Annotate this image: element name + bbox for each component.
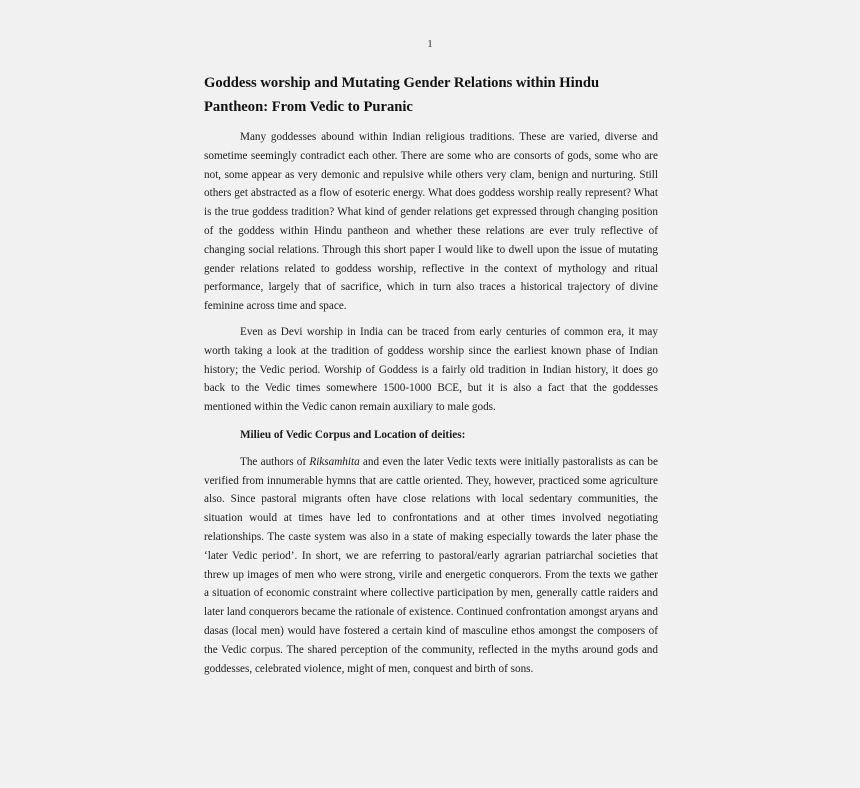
paper-title: Goddess worship and Mutating Gender Relations within Hindu Pantheon: From Vedic to Puranic — [204, 75, 600, 115]
paragraph-vedic-period: Even as Devi worship in India can be traced from early centuries of common era, it may worth taking a look at the tradition of goddess worship since the earliest known phase of Indian history; the Vedic period. Worship of Goddess is a fairly old tradition in Indian history, it does go back to the Vedic times somewhere 1500-1000 BCE, but it is also a fact that the goddesses mentioned within the Vedic canon remain auxiliary to male gods. — [204, 325, 658, 414]
section-heading: Milieu of Vedic Corpus and Location of deities: — [240, 428, 466, 441]
italic-text-title: Riksamhita — [309, 455, 360, 468]
paragraph-text-start: The authors of — [240, 455, 310, 468]
paragraph-vedic-corpus — [204, 453, 658, 679]
page-content — [204, 71, 658, 678]
paragraph-text-rest: and even the later Vedic texts were initially pastoralists as can be verified from innumerable hymns that are cattle oriented. They, however, practiced some agriculture also. Since pastoral migrants often have close relations with local sedentary communities, the situation would at times have led to confrontations and at other times involved negotiating relationships. The caste system was also in a state of making especially towards the later phase the ‘later Vedic period’. In short, we are referring to pastoral/early agrarian patriarchal societies that threw up images of men who were strong, virile and energetic conquerors. From the texts we gather a situation of economic constraint where collective participation by men, generally cattle raiders and later land conquerors became the rationale of existence. Continued confrontation amongst aryans and dasas (local men) would have fostered a certain kind of masculine ethos amongst the composers of the Vedic corpus. The shared perception of the community, reflected in the myths around gods and goddesses, celebrated violence, might of men, conquest and birth of sons. — [204, 455, 658, 675]
paragraph-intro: Many goddesses abound within Indian religious traditions. These are varied, diverse and sometime seemingly contradict each other. There are some who are consorts of gods, some who are not, some appear as very demonic and repulsive while others very clam, benign and nurturing. Still others get abstracted as a flow of esoteric energy. What does goddess worship really represent? What is the true goddess tradition? What kind of gender relations get expressed through changing position of the goddess within Hindu pantheon and whether these relations are ever truly reflective of changing social relations. Through this short paper I would like to dwell upon the issue of mutating gender relations related to goddess worship, reflective in the context of mythology and ritual performance, largely that of sacrifice, which in turn also traces a historical trajectory of divine feminine across time and space. — [204, 131, 658, 313]
page-number: 1 — [427, 38, 433, 50]
